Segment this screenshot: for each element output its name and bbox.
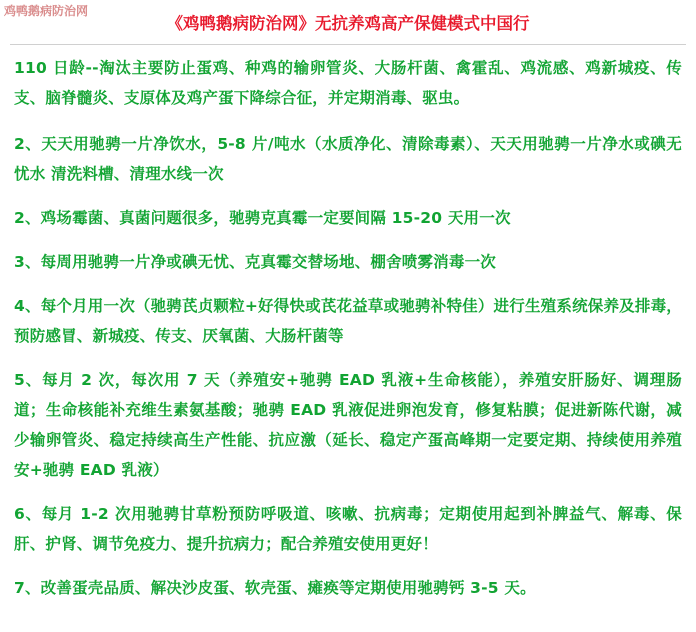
page-title: 《鸡鸭鹅病防治网》无抗养鸡高产保健模式中国行	[166, 14, 530, 33]
paragraph-4: 3、每周用驰骋一片净或碘无忧、克真霉交替场地、棚舍喷雾消毒一次	[14, 253, 496, 271]
paragraph-1: 110 日龄--淘汰主要防止蛋鸡、种鸡的输卵管炎、大肠杆菌、禽霍乱、鸡流感、鸡新城疫、传支、脑脊髓炎、支原体及鸡产蛋下降综合征，并定期消毒、驱虫。	[14, 59, 682, 107]
paragraph-7: 6、每月 1-2 次用驰骋甘草粉预防呼吸道、咳嗽、抗病毒；定期使用起到补脾益气、解毒、保肝、护肾、调节免疫力、提升抗病力；配合养殖安使用更好！	[14, 505, 682, 553]
title-divider	[10, 44, 686, 45]
paragraph-3: 2、鸡场霉菌、真菌问题很多，驰骋克真霉一定要间隔 15-20 天用一次	[14, 209, 511, 227]
paragraph-6: 5、每月 2 次，每次用 7 天（养殖安+驰骋 EAD 乳液+生命核能），养殖安肝肠好、调理肠道；生命核能补充维生素氨基酸；驰骋 EAD 乳液促进卵泡发育，修复粘膜；促进新陈代谢，减少输卵管炎、稳定持续高生产性能、抗应激（延长、稳定产蛋高峰期一定要定期、持续使用养殖安+驰骋 EAD 乳液）	[14, 371, 682, 479]
paragraph-2: 2、天天用驰骋一片净饮水，5-8 片/吨水（水质净化、清除毒素）、天天用驰骋一片净水或碘无忧水 清洗料槽、清理水线一次	[14, 135, 682, 183]
site-watermark: 鸡鸭鹅病防治网	[4, 4, 89, 18]
paragraph-8: 7、改善蛋壳品质、解决沙皮蛋、软壳蛋、瘫痪等定期使用驰骋钙 3-5 天。	[14, 579, 536, 597]
article-body	[0, 53, 696, 603]
paragraph-5: 4、每个月用一次（驰骋芪贞颗粒+好得快或芪花益草或驰骋补特佳）进行生殖系统保养及排毒，预防感冒、新城疫、传支、厌氧菌、大肠杆菌等	[14, 297, 682, 345]
